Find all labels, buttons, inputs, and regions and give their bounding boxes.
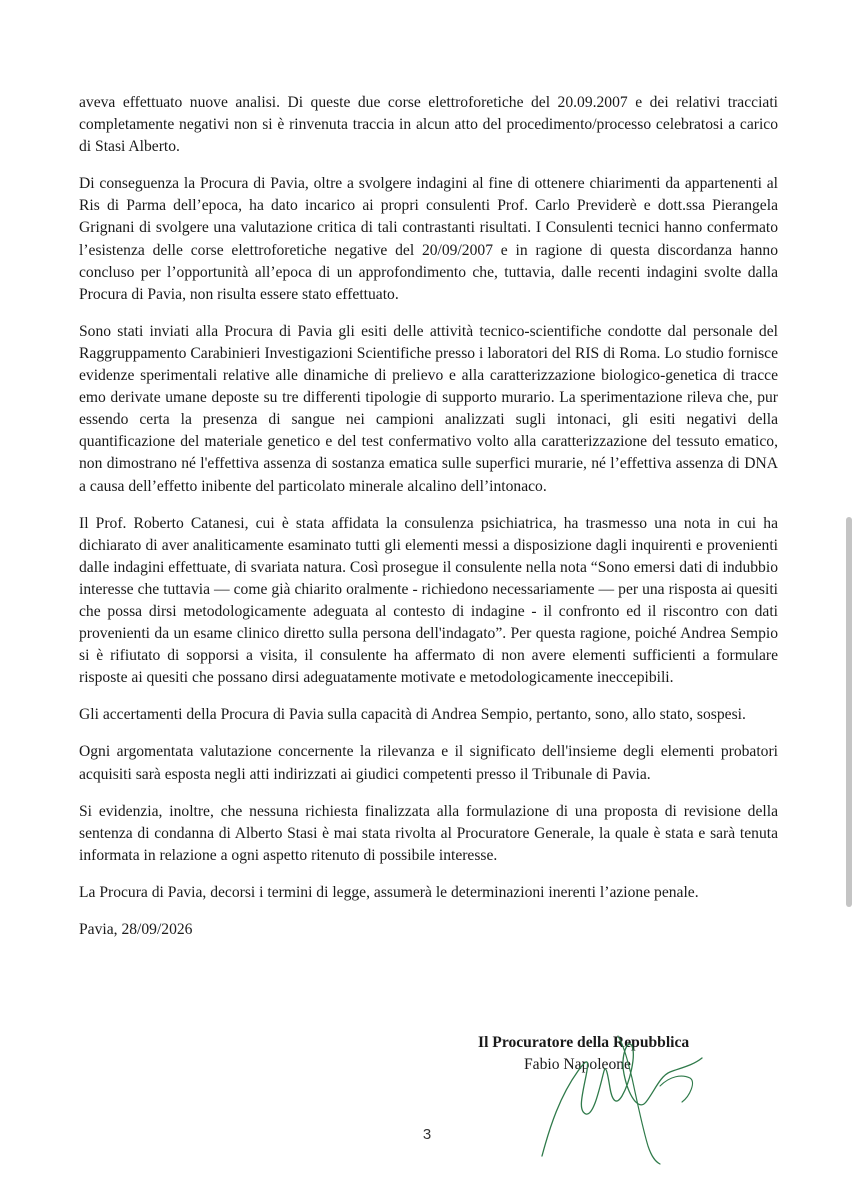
paragraph-assessments-suspended: Gli accertamenti della Procura di Pavia sulla capacità di Andrea Sempio, pertanto, sono, allo stato, sospesi. (79, 706, 746, 724)
place-date: Pavia, 28/09/2026 (79, 921, 193, 938)
scrollbar-thumb[interactable] (846, 517, 852, 907)
paragraph-evaluation: Ogni argomentata valutazione concernente la rilevanza e il significato dell'insieme degli elementi probatori acquisiti sarà esposta negli atti indirizzati ai giudici competenti presso il Tribunale di Pavia. (79, 743, 778, 783)
document-body (79, 92, 778, 956)
paragraph-revision-request: Si evidenzia, inoltre, che nessuna richiesta finalizzata alla formulazione di una proposta di revisione della sentenza di condanna di Alberto Stasi è mai stata rivolta al Procuratore Generale, la quale è stata e sarà tenuta informata in relazione a ogni aspetto ritenuto di possibile interesse. (79, 802, 778, 864)
paragraph-electrophoresis: aveva effettuato nuove analisi. Di queste due corse elettroforetiche del 20.09.2007 e dei relativi tracciati completamente negativi non si è rinvenuta traccia in alcun atto del procedimento/processo celebratosi a carico di Stasi Alberto. (79, 94, 778, 156)
paragraph-ris-roma: Sono stati inviati alla Procura di Pavia gli esiti delle attività tecnico-scientifiche condotte dal personale del Raggruppamento Carabinieri Investigazioni Scientifiche presso i laboratori del RIS di Roma. Lo studio fornisce evidenze sperimentali relative alle dinamiche di prelievo e alla caratterizzazione biologico-genetica di tracce emo derivate umane deposte su tre differenti tipologie di supporto murario. La sperimentazione rileva che, pur essendo certa la presenza di sangue nei campioni analizzati sugli intonaci, gli esiti negativi della quantificazione del materiale genetico e del test confermativo volto alla caratterizzazione del tessuto ematico, non dimostrano né l'effettiva assenza di sostanza ematica sulle superfici murarie, né l’effettiva assenza di DNA a causa dell’effetto inibente del particolato minerale alcalino dell’intonaco. (79, 322, 778, 495)
page-number: 3 (422, 1126, 432, 1143)
paragraph-consultants: Di conseguenza la Procura di Pavia, oltre a svolgere indagini al fine di ottenere chiarimenti da appartenenti al Ris di Parma dell’epoca, ha dato incarico ai propri consulenti Prof. Carlo Previderè e dott.ssa Pierangela Grignani di svolgere una valutazione critica di tali contrastanti risultati. I Consulenti tecnici hanno confermato l’esistenza delle corse elettroforetiche negative del 20/09/2007 e in ragione di questa discordanza hanno concluso per l’opportunità all’epoca di un approfondimento che, tuttavia, dalle recenti indagini svolte dalla Procura di Pavia, non risulta essere stato effettuato. (79, 175, 778, 303)
paragraph-psychiatric-consultation: Il Prof. Roberto Catanesi, cui è stata affidata la consulenza psichiatrica, ha trasmesso una nota in cui ha dichiarato di aver analiticamente esaminato tutti gli elementi messi a disposizione dagli inquirenti e provenienti dalle indagini effettuate, di svariata natura. Così prosegue il consulente nella nota “Sono emersi dati di indubbio interesse che tuttavia — come già chiarito oralmente - richiedono necessariamente — per una risposta ai quesiti che possa dirsi metodologicamente adeguata al contesto di indagine - il confronto ed il riscontro con dati provenienti da un esame clinico diretto sulla persona dell'indagato”. Per questa ragione, poiché Andrea Sempio si è rifiutato di sopporsi a visita, il consulente ha affermato di non avere elementi sufficienti a formulare risposte ai quesiti che possano dirsi adeguatamente motivate e metodologicamente ineccepibili. (79, 514, 778, 687)
handwritten-signature-icon (520, 1016, 720, 1166)
signature-name: Fabio Napoleone (524, 1056, 631, 1073)
paragraph-penal-action: La Procura di Pavia, decorsi i termini di legge, assumerà le determinazioni inerenti l’azione penale. (79, 883, 699, 901)
signature-title: Il Procuratore della Repubblica (478, 1034, 690, 1051)
